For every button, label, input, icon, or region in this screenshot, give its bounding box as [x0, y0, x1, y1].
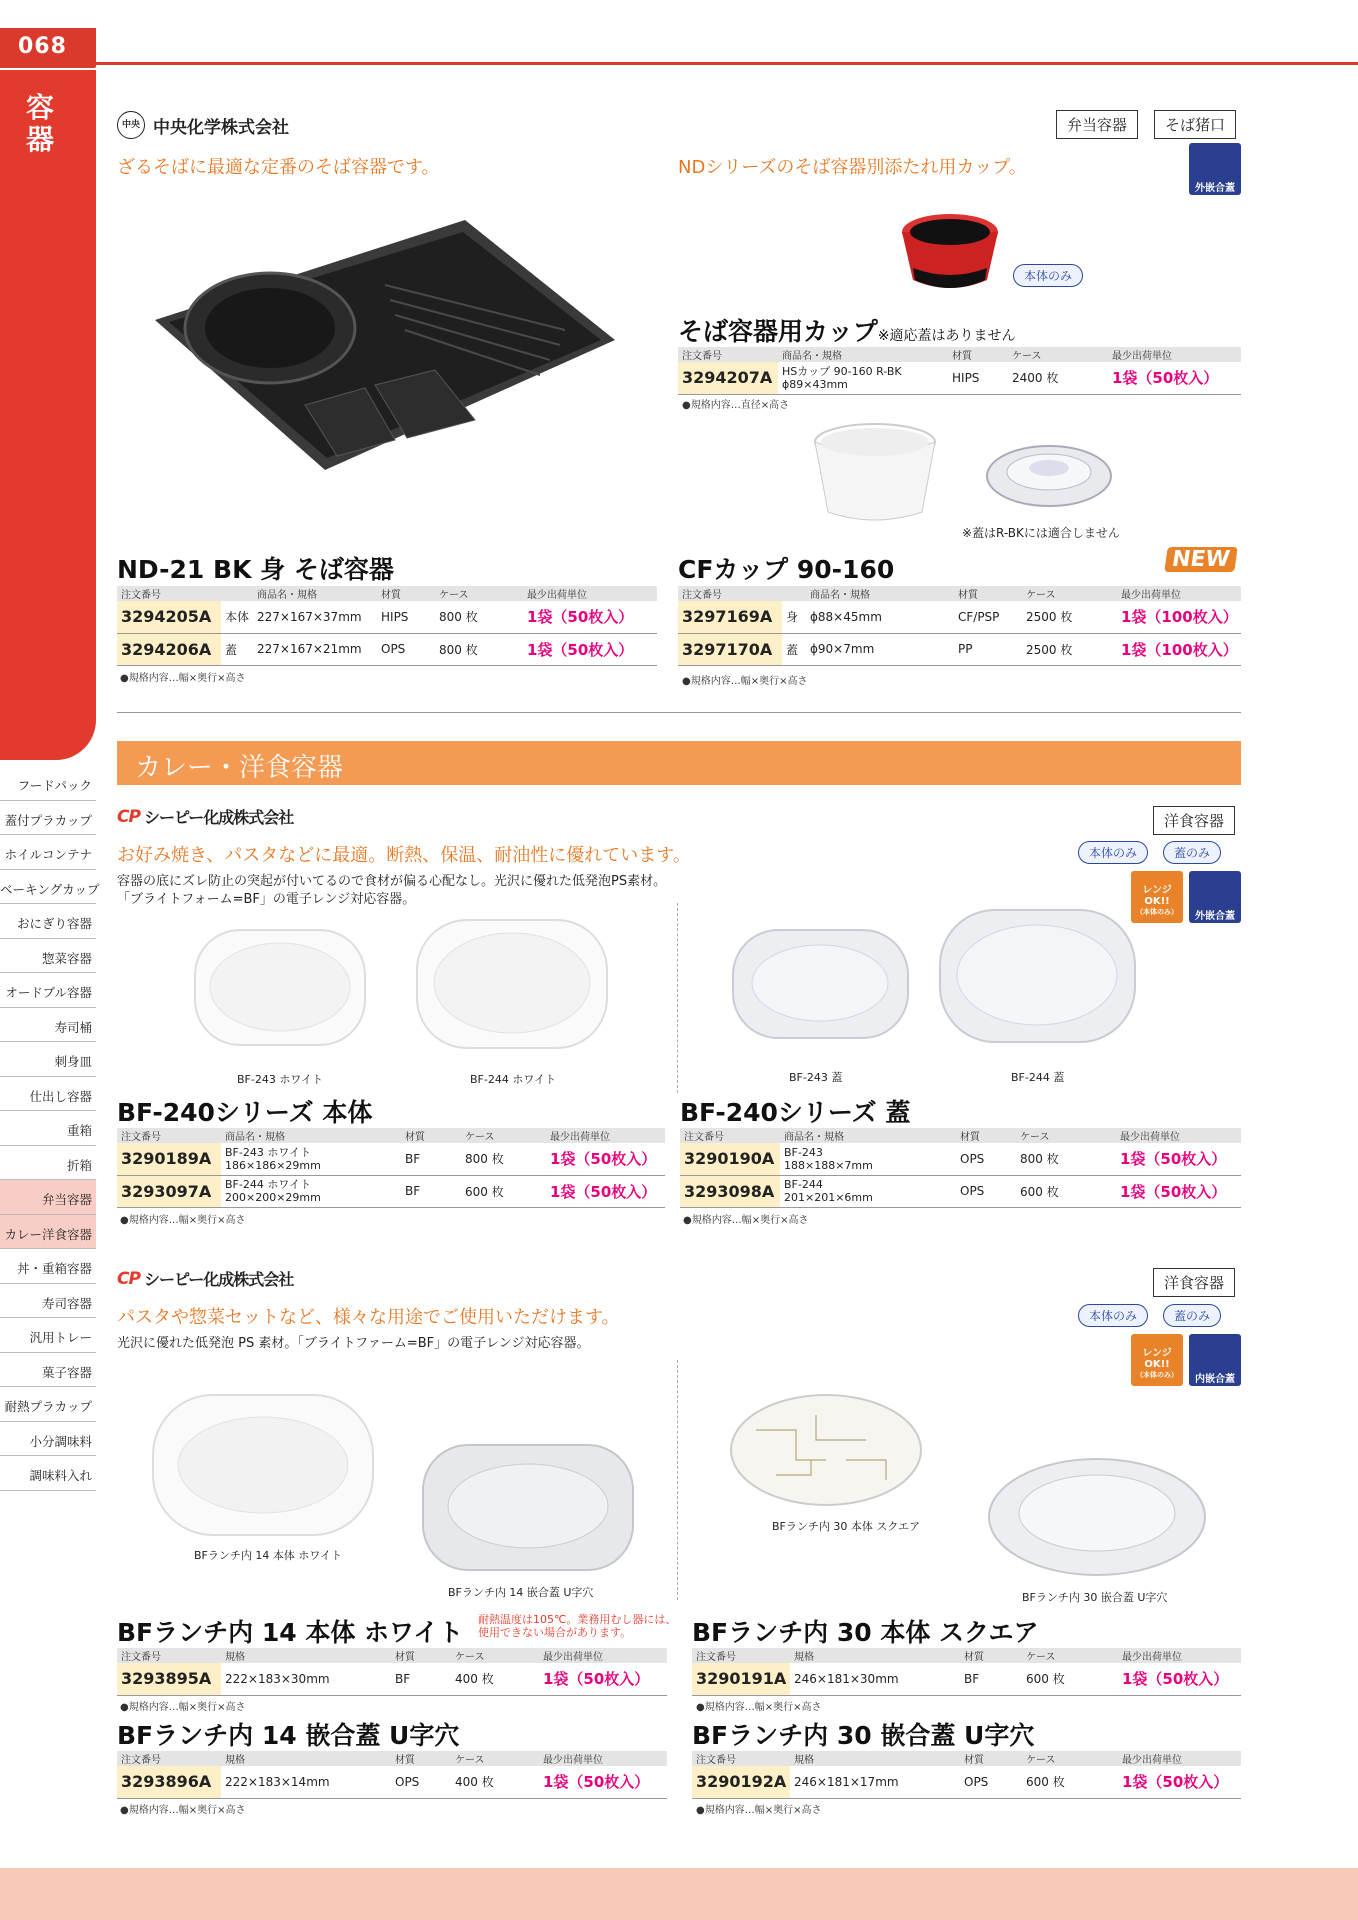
spec-note: ●規格内容…幅×奥行×高さ [120, 673, 246, 684]
divider [117, 712, 1241, 713]
cp-logo: CP [117, 1268, 140, 1289]
order-number: 3294207A [678, 362, 778, 394]
th: 注文番号 [692, 1648, 790, 1663]
th: ケース [435, 586, 523, 601]
tag-western: 洋食容器 [1153, 806, 1235, 835]
body-only-badge: 本体のみ [1013, 264, 1083, 287]
nav-item[interactable]: 弁当容器 [0, 1180, 96, 1215]
th: 注文番号 [117, 1128, 221, 1143]
th: 注文番号 [678, 347, 778, 362]
order-number: 3293895A [117, 1663, 221, 1695]
material: CF/PSP [954, 601, 1022, 633]
bf244-lid-image [935, 905, 1140, 1050]
th: 規格 [221, 1648, 391, 1663]
min-unit: 1袋（100枚入） [1117, 633, 1241, 665]
cup-title-text: そば容器用カップ [678, 317, 878, 346]
nav-item[interactable]: 仕出し容器 [0, 1077, 96, 1112]
case-qty: 800 枚 [1016, 1143, 1116, 1175]
spec-cell [221, 1143, 401, 1175]
lunch30-body-title: BFランチ内 30 本体 スクエア [692, 1618, 1039, 1647]
min-unit: 1袋（50枚入） [1116, 1143, 1241, 1175]
table-row [678, 362, 1241, 394]
th: 注文番号 [117, 1751, 221, 1766]
part: 蓋 [221, 633, 253, 665]
bf240-body-title: BF-240シリーズ 本体 [117, 1098, 373, 1127]
category-label: 容器 [26, 91, 55, 156]
lunch14-lid-image [418, 1440, 638, 1575]
section-header-curry: カレー・洋食容器 [117, 741, 1241, 785]
min-unit: 1袋（50枚入） [546, 1143, 665, 1175]
spec-note: ●規格内容…幅×奥行×高さ [696, 1805, 822, 1816]
material: OPS [377, 633, 435, 665]
cf-cup-image [810, 420, 940, 530]
th: 注文番号 [117, 586, 221, 601]
spec-cell [221, 1175, 401, 1207]
spec: 246×181×30mm [790, 1663, 960, 1695]
th: ケース [1008, 347, 1108, 362]
min-unit: 1袋（100枚入） [1117, 601, 1241, 633]
nav-item[interactable]: 丼・重箱容器 [0, 1249, 96, 1284]
spec-line: 186×186×29mm [225, 1158, 321, 1172]
spec-line: 188×188×7mm [784, 1158, 873, 1172]
spec-line: BF-244 [784, 1178, 823, 1191]
case-qty: 2500 枚 [1022, 633, 1117, 665]
case-qty: 800 枚 [435, 633, 523, 665]
heat-warning [478, 1613, 676, 1639]
nav-item[interactable]: 寿司容器 [0, 1284, 96, 1319]
company-chuo [117, 111, 289, 139]
th: 規格 [221, 1751, 391, 1766]
lunch14-lid-table [117, 1751, 667, 1799]
min-unit: 1袋（50枚入） [1116, 1175, 1241, 1207]
nav-item[interactable]: 蓋付プラカップ [0, 801, 96, 836]
nav-item[interactable]: 耐熱プラカップ [0, 1387, 96, 1422]
caption: BF-243 ホワイト [237, 1073, 324, 1086]
th: 規格 [790, 1648, 960, 1663]
th: ケース [1022, 586, 1117, 601]
table-row [117, 1766, 667, 1798]
material: PP [954, 633, 1022, 665]
spec: 246×181×17mm [790, 1766, 960, 1798]
th: 商品名・規格 [778, 347, 948, 362]
desc-line: 容器の底にズレ防止の突起が付いてるので食材が偏る心配なし。光沢に優れた低発泡PS素材。 [117, 874, 667, 889]
bf240-body-table [117, 1128, 665, 1208]
nd21-table [117, 586, 657, 666]
order-number: 3293098A [680, 1175, 780, 1207]
lunch30-lid-table [692, 1751, 1241, 1799]
th: 材質 [954, 586, 1022, 601]
part: 本体 [221, 601, 253, 633]
company-name: シーピー化成株式会社 [143, 808, 294, 827]
order-number: 3290192A [692, 1766, 790, 1798]
th: 最少出荷単位 [539, 1648, 667, 1663]
min-unit: 1袋（50枚入） [523, 601, 657, 633]
material: OPS [956, 1143, 1016, 1175]
icon-text: OK!! [1144, 896, 1170, 907]
case-qty: 600 枚 [1016, 1175, 1116, 1207]
header-rule [96, 62, 1358, 65]
th: 材質 [960, 1751, 1022, 1766]
nav-item[interactable]: ベーキングカップ [0, 870, 96, 905]
min-unit: 1袋（50枚入） [1118, 1766, 1241, 1798]
spec: 222×183×14mm [221, 1766, 391, 1798]
caption: BFランチ内 14 本体 ホワイト [194, 1549, 343, 1562]
lead-text-nd: ざるそばに最適な定番のそば容器です。 [117, 157, 440, 178]
th: 注文番号 [692, 1751, 790, 1766]
nav-item[interactable]: 調味料入れ [0, 1456, 96, 1491]
nav-item[interactable]: 刺身皿 [0, 1042, 96, 1077]
th: 最少出荷単位 [1117, 586, 1241, 601]
caption: BFランチ内 30 本体 スクエア [772, 1520, 921, 1533]
th: 最少出荷単位 [546, 1128, 665, 1143]
spec-line: ϕ89×43mm [782, 377, 848, 391]
lunch14-body-table [117, 1648, 667, 1696]
icon-text: OK!! [1144, 1359, 1170, 1370]
tag-western: 洋食容器 [1153, 1268, 1235, 1297]
th: 注文番号 [680, 1128, 780, 1143]
th: ケース [461, 1128, 546, 1143]
th: 商品名・規格 [780, 1128, 956, 1143]
microwave-ok-icon [1131, 1334, 1183, 1386]
cup-title-note: ※適応蓋はありません [877, 328, 1016, 344]
order-number: 3290190A [680, 1143, 780, 1175]
nav-item[interactable]: 重箱 [0, 1111, 96, 1146]
nav-item[interactable]: 寿司桶 [0, 1008, 96, 1043]
spec: ϕ88×45mm [806, 601, 954, 633]
th: 材質 [391, 1648, 451, 1663]
th: ケース [451, 1751, 539, 1766]
th: 最少出荷単位 [539, 1751, 667, 1766]
table-row [680, 1143, 1241, 1175]
nav-item[interactable]: 汎用トレー [0, 1318, 96, 1353]
table-row [692, 1766, 1241, 1798]
spec-note: ●規格内容…幅×奥行×高さ [696, 1702, 822, 1713]
nav-item[interactable]: おにぎり容器 [0, 904, 96, 939]
spec-line: 200×200×29mm [225, 1191, 321, 1204]
table-row [678, 601, 1241, 633]
spec-note: ●規格内容…直径×高さ [682, 400, 790, 411]
category-sidebar [0, 70, 96, 760]
tag-soba-choko: そば猪口 [1154, 110, 1236, 139]
material: BF [960, 1663, 1022, 1695]
column-divider [677, 1360, 678, 1600]
spec-line: 201×201×6mm [784, 1191, 873, 1204]
th: 材質 [377, 586, 435, 601]
order-number: 3294205A [117, 601, 221, 633]
th: 商品名・規格 [806, 586, 954, 601]
inner-lid-icon: 内嵌合蓋 [1189, 1334, 1241, 1386]
spec: 227×167×21mm [253, 633, 377, 665]
icon-text: レンジ [1142, 1348, 1172, 1359]
spec-line: BF-243 ホワイト [225, 1145, 312, 1159]
category-nav [0, 766, 100, 1491]
order-number: 3290189A [117, 1143, 221, 1175]
th: ケース [1022, 1751, 1118, 1766]
th: 材質 [401, 1128, 461, 1143]
th: ケース [451, 1648, 539, 1663]
warning-line: 使用できない場合があります。 [478, 1626, 632, 1639]
min-unit: 1袋（50枚入） [539, 1663, 667, 1695]
spec-cell [780, 1143, 956, 1175]
table-row [117, 1175, 665, 1207]
icon-text: レンジ [1142, 885, 1172, 896]
order-number: 3294206A [117, 633, 221, 665]
case-qty: 400 枚 [451, 1663, 539, 1695]
body-only-badge: 本体のみ [1078, 841, 1148, 864]
icon-text: （本体のみ） [1136, 1371, 1178, 1379]
nav-item[interactable]: 菓子容器 [0, 1353, 96, 1388]
case-qty: 2400 枚 [1008, 362, 1108, 394]
warning-line: 耐熱温度は105℃。業務用むし器には、 [478, 1613, 677, 1626]
case-qty: 800 枚 [461, 1143, 546, 1175]
company-name: 中央化学株式会社 [153, 117, 289, 138]
nav-item[interactable]: 小分調味料 [0, 1422, 96, 1457]
lunch30-lid-image [985, 1455, 1210, 1580]
table-row [678, 633, 1241, 665]
min-unit: 1袋（50枚入） [546, 1175, 665, 1207]
red-cup-image [895, 210, 1005, 300]
lid-fit-note: ※蓋はR-BKには適合しません [962, 526, 1120, 540]
case-qty: 600 枚 [461, 1175, 546, 1207]
nav-item[interactable]: オードブル容器 [0, 973, 96, 1008]
spec-note: ●規格内容…幅×奥行×高さ [120, 1702, 246, 1713]
lunch14-lid-title: BFランチ内 14 嵌合蓋 U字穴 [117, 1721, 460, 1750]
min-unit: 1袋（50枚入） [1108, 362, 1241, 394]
th: 最少出荷単位 [1116, 1128, 1241, 1143]
nav-item[interactable]: フードパック [0, 766, 96, 801]
page-number: 068 [0, 28, 96, 68]
order-number: 3293097A [117, 1175, 221, 1207]
body-only-badge: 本体のみ [1078, 1304, 1148, 1327]
spec: 227×167×37mm [253, 601, 377, 633]
desc-line: 「ブライトフォーム=BF」の電子レンジ対応容器。 [117, 892, 416, 907]
bf240-lid-table [680, 1128, 1241, 1208]
min-unit: 1袋（50枚入） [1118, 1663, 1241, 1695]
lead-text-lunch: パスタや惣菜セットなど、様々な用途でご使用いただけます。 [117, 1307, 620, 1328]
nav-item[interactable]: 折箱 [0, 1146, 96, 1181]
bf240-lid-title: BF-240シリーズ 蓋 [680, 1098, 911, 1127]
cp-logo: CP [117, 806, 140, 827]
case-qty: 400 枚 [451, 1766, 539, 1798]
lead-text-bf240: お好み焼き、パスタなどに最適。断熱、保温、耐油性に優れています。 [117, 845, 691, 866]
th: 材質 [391, 1751, 451, 1766]
order-number: 3293896A [117, 1766, 221, 1798]
spec-line: BF-243 [784, 1145, 823, 1159]
material: HIPS [377, 601, 435, 633]
column-divider [677, 903, 678, 1093]
material: BF [401, 1143, 461, 1175]
nav-item[interactable]: ホイルコンテナ [0, 835, 96, 870]
case-qty: 600 枚 [1022, 1663, 1118, 1695]
th: 材質 [960, 1648, 1022, 1663]
table-row [117, 633, 657, 665]
lunch14-body-title: BFランチ内 14 本体 ホワイト [117, 1618, 464, 1647]
table-row [117, 1143, 665, 1175]
spec-note: ●規格内容…幅×奥行×高さ [120, 1805, 246, 1816]
caption: BF-244 蓋 [1011, 1071, 1065, 1084]
th: 最少出荷単位 [523, 586, 657, 601]
new-badge: NEW [1164, 547, 1237, 572]
cup-title [678, 312, 1016, 348]
outer-lid-icon: 外嵌合蓋 [1189, 871, 1241, 923]
caption: BF-244 ホワイト [470, 1073, 557, 1086]
order-number: 3297170A [678, 633, 782, 665]
material: BF [401, 1175, 461, 1207]
tag-bento: 弁当容器 [1056, 110, 1138, 139]
part: 蓋 [782, 633, 806, 665]
nav-item[interactable]: 惣菜容器 [0, 939, 96, 974]
material: OPS [956, 1175, 1016, 1207]
th [782, 586, 806, 601]
desc-line: 光沢に優れた低発泡 PS 素材。「ブライトファーム=BF」の電子レンジ対応容器。 [117, 1336, 590, 1351]
case-qty: 600 枚 [1022, 1766, 1118, 1798]
th: 商品名・規格 [221, 1128, 401, 1143]
table-row [117, 1663, 667, 1695]
min-unit: 1袋（50枚入） [539, 1766, 667, 1798]
bf243-white-image [190, 925, 370, 1055]
material: OPS [960, 1766, 1022, 1798]
case-qty: 800 枚 [435, 601, 523, 633]
th: ケース [1016, 1128, 1116, 1143]
company-name: シーピー化成株式会社 [143, 1270, 294, 1289]
cf-title: CFカップ 90-160 [678, 555, 895, 584]
lunch30-body-image [726, 1390, 926, 1510]
table-row [692, 1663, 1241, 1695]
company-cp-1 [117, 805, 293, 828]
caption: BFランチ内 14 嵌合蓋 U字穴 [448, 1586, 594, 1599]
material: HIPS [948, 362, 1008, 394]
material: BF [391, 1663, 451, 1695]
lid-only-badge: 蓋のみ [1163, 1304, 1221, 1327]
outer-lid-icon: 外嵌合蓋 [1189, 143, 1241, 195]
part: 身 [782, 601, 806, 633]
caption: BF-243 蓋 [789, 1071, 843, 1084]
min-unit: 1袋（50枚入） [523, 633, 657, 665]
bf244-white-image [412, 915, 612, 1055]
order-number: 3290191A [692, 1663, 790, 1695]
nav-item[interactable]: カレー洋食容器 [0, 1215, 96, 1250]
material: OPS [391, 1766, 451, 1798]
th: 規格 [790, 1751, 960, 1766]
footer-band [0, 1868, 1358, 1920]
th: ケース [1022, 1648, 1118, 1663]
th: 注文番号 [117, 1648, 221, 1663]
spec-cell [780, 1175, 956, 1207]
bf243-lid-image [728, 925, 913, 1045]
nd21-tray-image [145, 210, 625, 480]
table-row [117, 601, 657, 633]
company-cp-2 [117, 1267, 293, 1290]
lunch30-body-table [692, 1648, 1241, 1696]
spec-note: ●規格内容…幅×奥行×高さ [682, 676, 808, 687]
spec-note: ●規格内容…幅×奥行×高さ [683, 1215, 809, 1226]
spec: ϕ90×7mm [806, 633, 954, 665]
table-row [680, 1175, 1241, 1207]
th: 最少出荷単位 [1118, 1648, 1241, 1663]
spec-note: ●規格内容…幅×奥行×高さ [120, 1215, 246, 1226]
case-qty: 2500 枚 [1022, 601, 1117, 633]
company-logo: 中央 [117, 111, 145, 139]
th: 材質 [948, 347, 1008, 362]
order-number: 3297169A [678, 601, 782, 633]
icon-text: （本体のみ） [1136, 908, 1178, 916]
spec-line: BF-244 ホワイト [225, 1178, 312, 1191]
spec-line: HSカップ 90-160 R-BK [782, 364, 902, 378]
lunch30-lid-title: BFランチ内 30 嵌合蓋 U字穴 [692, 1721, 1035, 1750]
nd21-title: ND-21 BK 身 そば容器 [117, 555, 394, 584]
th: 商品名・規格 [253, 586, 377, 601]
lead-text-cup: NDシリーズのそば容器別添たれ用カップ。 [678, 157, 1027, 178]
th: 最少出荷単位 [1118, 1751, 1241, 1766]
cup-table [678, 347, 1241, 395]
spec-cell [778, 362, 948, 394]
th: 材質 [956, 1128, 1016, 1143]
spec: 222×183×30mm [221, 1663, 391, 1695]
cf-lid-image [982, 428, 1117, 513]
lunch14-body-image [148, 1390, 378, 1540]
caption: BFランチ内 30 嵌合蓋 U字穴 [1022, 1591, 1168, 1604]
th [221, 586, 253, 601]
cf-table [678, 586, 1241, 666]
th: 注文番号 [678, 586, 782, 601]
lid-only-badge: 蓋のみ [1163, 841, 1221, 864]
th: 最少出荷単位 [1108, 347, 1241, 362]
